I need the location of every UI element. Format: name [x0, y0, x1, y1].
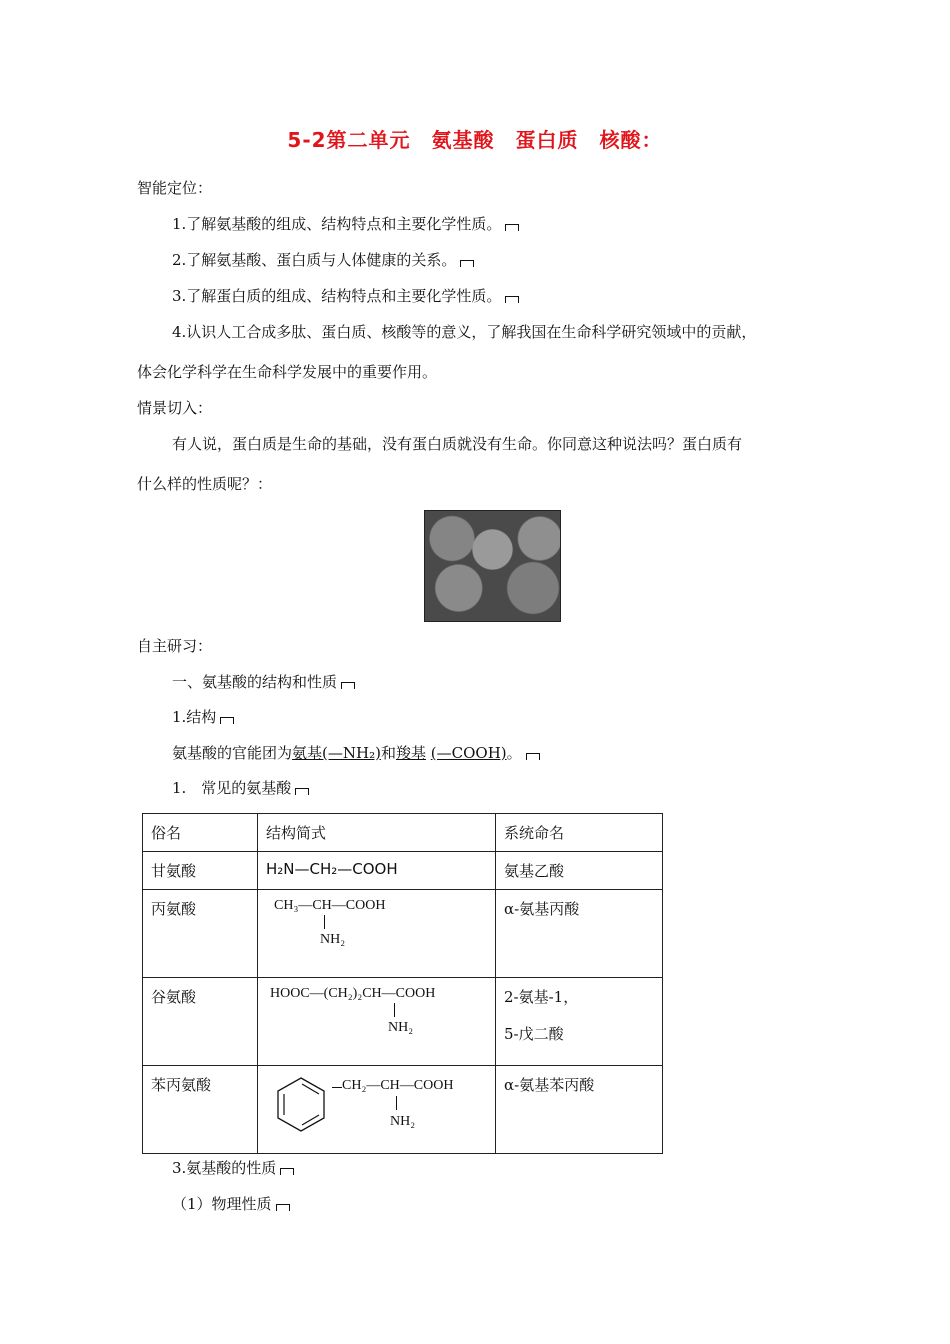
table-row	[143, 890, 663, 978]
bond-line	[332, 1087, 342, 1088]
cell-system: α-氨基丙酸	[496, 890, 663, 978]
bond-line	[394, 1003, 395, 1017]
goal-4: 4.认识人工合成多肽、蛋白质、核酸等的意义，了解我国在生命科学研究领域中的贡献，	[172, 323, 757, 341]
physical-properties-heading: （1）物理性质	[172, 1194, 290, 1214]
study-heading: 自主研习：	[137, 637, 213, 655]
structure-heading: 1.结构	[172, 707, 234, 727]
edit-mark-icon	[341, 682, 355, 689]
goal-1: 1.了解氨基酸的组成、结构特点和主要化学性质。	[172, 214, 519, 234]
edit-mark-icon	[460, 260, 474, 267]
scene-line-2: 什么样的性质呢？：	[137, 475, 273, 493]
edit-mark-icon	[280, 1168, 294, 1175]
goals-heading: 智能定位：	[137, 179, 213, 197]
cell-name: 谷氨酸	[143, 978, 258, 1066]
table-row	[143, 978, 663, 1066]
cell-system: α-氨基苯丙酸	[496, 1066, 663, 1154]
benzene-ring-icon	[272, 1074, 330, 1136]
goal-3: 3.了解蛋白质的组成、结构特点和主要化学性质。	[172, 286, 519, 306]
cell-formula: CH₃—CH—COOH NH₂	[258, 890, 496, 978]
edit-mark-icon	[505, 224, 519, 231]
header-structure: 结构简式	[258, 814, 496, 852]
bond-line	[396, 1096, 397, 1110]
cell-name: 丙氨酸	[143, 890, 258, 978]
bond-line	[324, 915, 325, 929]
red-blood-cell-photo	[424, 510, 561, 622]
cell-formula: HOOC—(CH₂)₂CH—COOH NH₂	[258, 978, 496, 1066]
scene-heading: 情景切入：	[137, 399, 213, 417]
edit-mark-icon	[220, 717, 234, 724]
scene-line-1: 有人说，蛋白质是生命的基础，没有蛋白质就没有生命。你同意这种说法吗？蛋白质有	[172, 435, 743, 453]
cell-name: 苯丙氨酸	[143, 1066, 258, 1154]
properties-heading: 3.氨基酸的性质	[172, 1158, 294, 1178]
header-system-name: 系统命名	[496, 814, 663, 852]
cell-system: 2-氨基-1， 5-戊二酸	[496, 978, 663, 1066]
edit-mark-icon	[276, 1204, 290, 1211]
cell-name: 甘氨酸	[143, 852, 258, 890]
header-common-name: 俗名	[143, 814, 258, 852]
edit-mark-icon	[526, 753, 540, 760]
cell-system: 氨基乙酸	[496, 852, 663, 890]
page-title: 5-2第二单元 氨基酸 蛋白质 核酸：	[287, 128, 663, 152]
functional-groups: 氨基酸的官能团为氨基(—NH₂)和羧基 (—COOH)。	[172, 743, 540, 763]
cell-formula: H₂N—CH₂—COOH	[258, 852, 496, 890]
edit-mark-icon	[505, 296, 519, 303]
cell-formula: CH₂—CH—COOH NH₂	[258, 1066, 496, 1154]
table-row	[143, 852, 663, 890]
common-amino-acids-heading: 1. 常见的氨基酸	[172, 778, 309, 798]
goal-4-cont: 体会化学科学在生命科学发展中的重要作用。	[137, 363, 438, 381]
part-1-heading: 一、氨基酸的结构和性质	[172, 672, 355, 692]
amino-acid-table	[142, 813, 663, 1154]
edit-mark-icon	[295, 788, 309, 795]
table-row	[143, 1066, 663, 1154]
goal-2: 2.了解氨基酸、蛋白质与人体健康的关系。	[172, 250, 474, 270]
table-header-row	[143, 814, 663, 852]
